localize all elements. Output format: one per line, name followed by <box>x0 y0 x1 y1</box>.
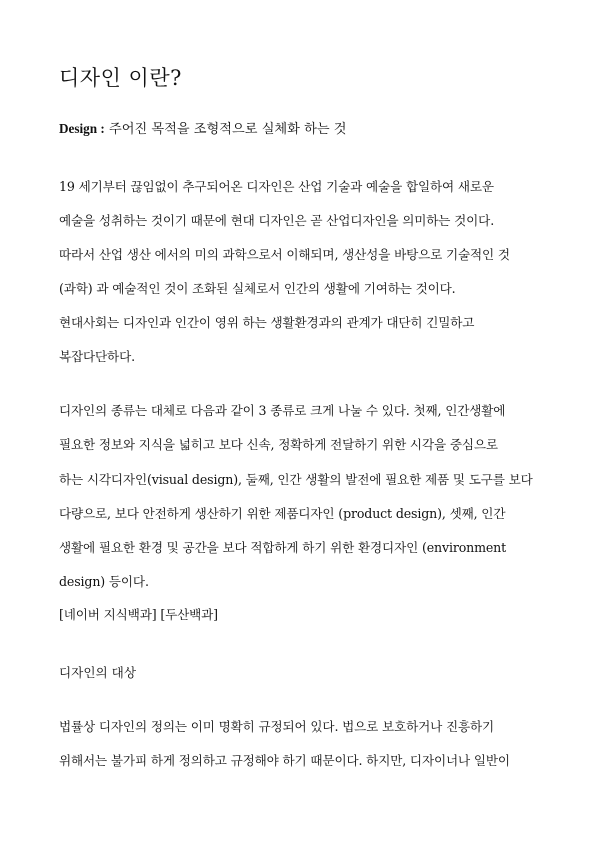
page-title: 디자인 이란? <box>59 66 182 90</box>
paragraph-3-line: 법률상 디자인의 정의는 이미 명확히 규정되어 있다. 법으로 보호하거나 진흥하기 <box>59 719 495 734</box>
paragraph-2-line: 디자인의 종류는 대체로 다음과 같이 3 종류로 크게 나눌 수 있다. 첫째, 인간생활에 <box>59 403 506 418</box>
paragraph-1-line: 19 세기부터 끊임없이 추구되어온 디자인은 산업 기술과 예술을 합일하여 새로운 <box>59 179 494 194</box>
definition-text: 주어진 목적을 조형적으로 실체화 하는 것 <box>104 122 347 137</box>
paragraph-2-line: 필요한 정보와 지식을 넓히고 보다 신속, 정확하게 전달하기 위한 시각을 중심으로 <box>59 437 498 452</box>
paragraph-1-line: 복잡다단하다. <box>59 349 135 364</box>
design-definition <box>59 118 347 137</box>
definition-term: Design : <box>59 121 105 136</box>
paragraph-3-line: 위해서는 불가피 하게 정의하고 규정해야 하기 때문이다. 하지만, 디자이너나 일반이 <box>59 753 510 768</box>
paragraph-2-line: 다량으로, 보다 안전하게 생산하기 위한 제품디자인 (product design), 셋째, 인간 <box>59 506 506 521</box>
paragraph-2-line: 하는 시각디자인(visual design), 둘째, 인간 생활의 발전에 필요한 제품 및 도구를 보다 <box>59 472 533 487</box>
section-heading: 디자인의 대상 <box>59 665 136 680</box>
paragraph-2-line: design) 등이다. <box>59 574 149 589</box>
paragraph-1-line: 예술을 성취하는 것이기 때문에 현대 디자인은 곧 산업디자인을 의미하는 것이다. <box>59 213 495 228</box>
paragraph-2-line: 생활에 필요한 환경 및 공간을 보다 적합하게 하기 위한 환경디자인 (environment <box>59 540 507 555</box>
paragraph-1-line: (과학) 과 예술적인 것이 조화된 실체로서 인간의 생활에 기여하는 것이다. <box>59 281 456 296</box>
paragraph-1-line: 따라서 산업 생산 에서의 미의 과학으로서 이해되며, 생산성을 바탕으로 기술적인 것 <box>59 247 510 262</box>
source-citation: [네이버 지식백과] [두산백과] <box>59 607 218 622</box>
paragraph-1-line: 현대사회는 디자인과 인간이 영위 하는 생활환경과의 관계가 대단히 긴밀하고 <box>59 315 475 330</box>
